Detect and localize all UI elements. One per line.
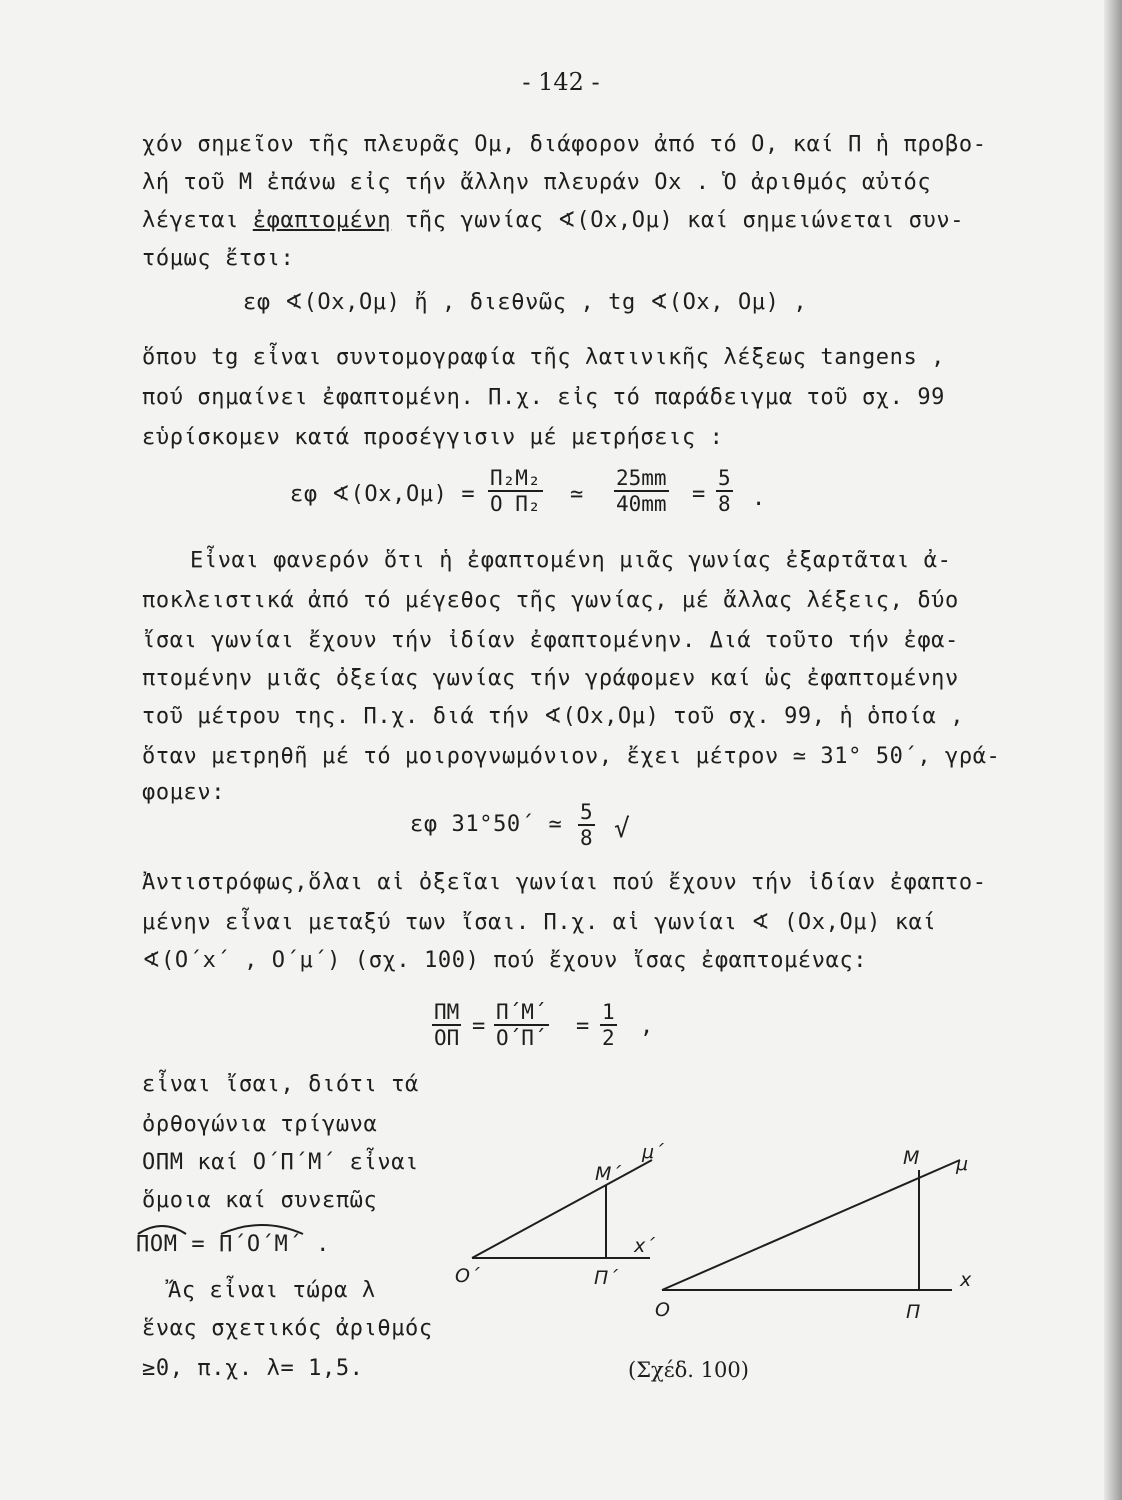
text-line: τοῦ μέτρου της. Π.χ. διά τήν ∢(Ox,Oμ) τοῦ σχ. 99, ἡ ὁποία ,: [142, 704, 965, 729]
fraction-numerator: 1: [602, 1000, 615, 1024]
text-line: ∢(O΄x΄ , O΄μ΄) (σχ. 100) πού ἔχουν ἴσας ἐφαπτομένας:: [142, 948, 868, 973]
text-line: ὅπου tg εἶναι συντομογραφία τῆς λατινικῆς λέξεως tangens ,: [142, 345, 946, 370]
label-M-prime: M΄: [595, 1163, 621, 1185]
equals-sign: =: [692, 482, 706, 507]
label-O-prime: O΄: [455, 1265, 480, 1287]
formula-notation: εφ ∢(Ox,Oμ) ἤ , διεθνῶς , tg ∢(Ox, Oμ) ,: [243, 290, 808, 315]
text-line: ὅταν μετρηθῆ μέ τό μοιρογνωμόνιον, ἔχει μέτρον ≃ 31° 50΄, γρά-: [142, 744, 1001, 769]
text-line: πού σημαίνει ἐφαπτομένη. Π.χ. εἰς τό παράδειγμα τοῦ σχ. 99: [142, 385, 946, 410]
small-axis-mu: [472, 1160, 652, 1258]
fraction-numerator: ΠM: [434, 1000, 460, 1024]
label-x: x: [960, 1269, 972, 1291]
label-x-prime: x΄: [634, 1235, 655, 1257]
large-axis-mu: [662, 1160, 960, 1290]
page-number: - 142 -: [522, 68, 600, 96]
angle-label: ΠOM: [136, 1232, 178, 1257]
formula-lhs: εφ ∢(Ox,Oμ) =: [290, 482, 476, 507]
text-line: εἶναι ἴσαι, διότι τά: [142, 1072, 419, 1097]
label-mu: μ: [956, 1153, 969, 1175]
text-line: ὅμοια καί συνεπῶς: [142, 1188, 378, 1213]
angle-label: Π΄O΄M΄: [219, 1232, 303, 1257]
figure-caption: (Σχέδ. 100): [628, 1358, 749, 1382]
period: .: [752, 486, 766, 511]
text-line: Εἶναι φανερόν ὅτι ἡ ἐφαπτομένη μιᾶς γωνίας ἐξαρτᾶται ἀ-: [190, 548, 952, 573]
text-line: φομεν:: [142, 780, 226, 805]
text-line: ποκλειστικά ἀπό τό μέγεθος τῆς γωνίας, μέ ἄλλας λέξεις, δύο: [142, 588, 959, 613]
text-line: OΠM καί O΄Π΄M΄ εἶναι: [142, 1150, 419, 1175]
equals-sign: =: [472, 1014, 486, 1039]
comma: ,: [640, 1014, 654, 1039]
label-O: O: [655, 1299, 670, 1321]
fraction-denominator: 8: [580, 826, 593, 850]
fraction-numerator: 25mm: [616, 466, 667, 490]
text-line: ≥0, π.χ. λ= 1,5.: [142, 1356, 364, 1381]
label-M: M: [903, 1147, 920, 1169]
formula-lhs: εφ 31°50΄ ≃: [410, 812, 563, 837]
fraction-denominator: 40mm: [616, 492, 667, 516]
period: .: [316, 1232, 330, 1257]
defined-term: ἐφαπτομένη: [252, 208, 392, 233]
text-line: τόμως ἔτσι:: [142, 246, 295, 271]
text-line: ἴσαι γωνίαι ἔχουν τήν ἰδίαν ἐφαπτομένην. Διά τοῦτο τήν ἐφα-: [142, 628, 959, 653]
equals-sign: =: [576, 1014, 590, 1039]
text-line: εὑρίσκομεν κατά προσέγγισιν μέ μετρήσεις :: [142, 425, 724, 450]
fraction-denominator: 8: [718, 492, 731, 516]
label-mu-prime: μ΄: [642, 1141, 664, 1163]
fraction-denominator: OΠ: [434, 1026, 460, 1050]
text-line: χόν σημεῖον τῆς πλευρᾶς Oμ, διάφορον ἀπό τό O, καί Π ἡ προβο-: [142, 132, 987, 157]
fraction-numerator: Π₂M₂: [490, 466, 541, 490]
text-line: Ἄς εἶναι τώρα λ: [168, 1278, 376, 1303]
text-fragment: λέγεται: [142, 208, 253, 233]
check-mark: √: [614, 814, 631, 844]
label-Pi: Π: [906, 1301, 921, 1323]
text-fragment: τῆς γωνίας ∢(Ox,Oμ) καί σημειώνεται συν-: [391, 208, 965, 233]
fraction-numerator: 5: [718, 466, 731, 490]
text-line: ὀρθογώνια τρίγωνα: [142, 1112, 378, 1137]
text-line: μένην εἶναι μεταξύ των ἴσαι. Π.χ. αἱ γωνίαι ∢ (Ox,Oμ) καί: [142, 910, 937, 935]
fraction-numerator: Π΄M΄: [496, 1000, 547, 1024]
equals-sign: =: [191, 1232, 206, 1257]
text-line: λή τοῦ M ἐπάνω εἰς τήν ἄλλην πλευράν Ox . Ὁ ἀριθμός αὐτός: [142, 170, 932, 195]
text-line: ἕνας σχετικός ἀριθμός: [142, 1316, 433, 1341]
text-line: πτομένην μιᾶς ὀξείας γωνίας τήν γράφομεν καί ὡς ἐφαπτομένην: [142, 666, 959, 691]
fraction-denominator: O΄Π΄: [496, 1026, 547, 1050]
text-line: Ἀντιστρόφως,ὅλαι αἱ ὀξεῖαι γωνίαι πού ἔχουν τήν ἰδίαν ἐφαπτο-: [142, 870, 987, 895]
label-Pi-prime: Π΄: [594, 1267, 618, 1289]
approx-sign: ≃: [570, 482, 584, 507]
fraction-denominator: O Π₂: [490, 492, 541, 516]
fraction-numerator: 5: [580, 800, 593, 824]
fraction-denominator: 2: [602, 1026, 615, 1050]
